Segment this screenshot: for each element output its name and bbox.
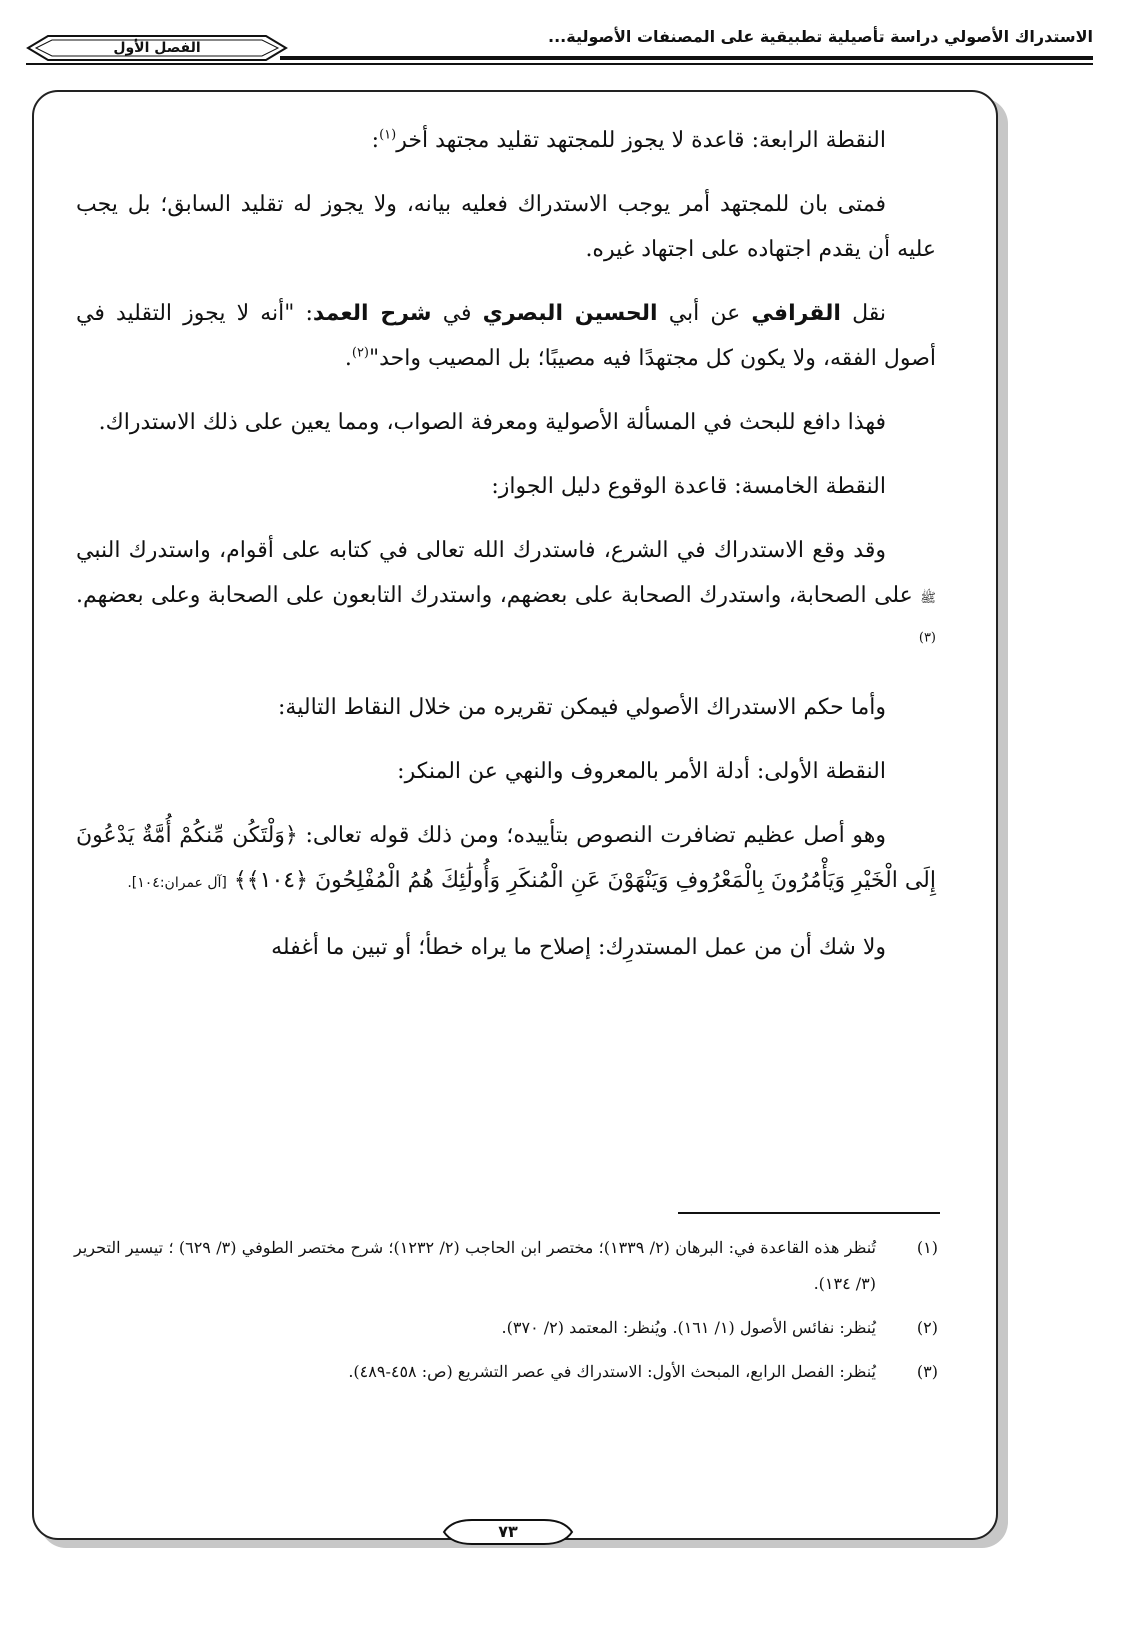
p1-text: النقطة الرابعة: قاعدة لا يجوز للمجتهد تقليد مجتهد أخر: [396, 128, 886, 153]
paragraph-4: فهذا دافع للبحث في المسألة الأصولية ومعرفة الصواب، ومما يعين على ذلك الاستدراك.: [98, 410, 886, 435]
paragraph-8: النقطة الأولى: أدلة الأمر بالمعروف والنهي عن المنكر:: [397, 759, 886, 784]
chapter-label: الفصل الأول: [113, 40, 201, 56]
p3-quote: : "أنه لا يجوز التقليد في أصول الفقه، ولا يكون كل مجتهدًا فيه مصيبًا؛ بل المصيب واحد": [76, 301, 936, 371]
footnotes: [74, 1230, 938, 1398]
paragraph-7: وأما حكم الاستدراك الأصولي فيمكن تقريره من خلال النقاط التالية:: [278, 695, 886, 720]
quran-verse: ﴿وَلْتَكُن مِّنكُمْ أُمَّةٌ يَدْعُونَ إِلَى الْخَيْرِ وَيَأْمُرُونَ بِالْمَعْرُوفِ وَيَنْهَوْنَ عَنِ الْمُنكَرِ وَأُولَٰئِكَ هُمُ الْمُفْلِحُونَ ﴿١٠٤﴾﴾: [76, 823, 936, 893]
footnote-3-number: (٣): [916, 1362, 938, 1381]
p3-c: عن أبي: [668, 301, 741, 326]
p1-tail: :: [371, 128, 380, 153]
paragraph-2: فمتى بان للمجتهد أمر يوجب الاستدراك فعليه بيانه، ولا يجوز له تقليد السابق؛ بل يجب عليه أن يقدم اجتهاده على اجتهاد غيره.: [76, 192, 936, 262]
footnote-2: [74, 1310, 938, 1346]
author-qarafi: القرافي: [751, 301, 841, 326]
p3-tail: .: [344, 346, 352, 371]
paragraph-6: [76, 528, 936, 666]
paragraph-9: [76, 813, 936, 906]
book-sharh-al-amad: شرح العمد: [312, 301, 432, 326]
chapter-tab: [26, 34, 288, 62]
footnote-separator: [678, 1212, 940, 1214]
p3-a: نقل: [852, 301, 886, 326]
page-number-badge: [442, 1517, 574, 1547]
page-number: ٧٣: [498, 1522, 518, 1541]
p6-a: وقد وقع الاستدراك في الشرع، فاستدرك الله تعالى في كتابه على أقوام، واستدرك النبي: [76, 538, 886, 563]
author-basri: الحسين البصري: [482, 301, 658, 326]
paragraph-1: [76, 118, 936, 163]
header-rule-thick: [280, 56, 1093, 60]
p3-e: في: [442, 301, 472, 326]
p6-b: على الصحابة، واستدرك الصحابة على بعضهم، واستدرك التابعون على الصحابة وعلى بعضهم.: [76, 583, 913, 608]
honorific-glyph: ﷺ: [920, 591, 937, 606]
footnote-ref-2[interactable]: (٢): [351, 345, 369, 361]
verse-reference: [آل عمران:١٠٤].: [127, 875, 227, 891]
paragraph-5: النقطة الخامسة: قاعدة الوقوع دليل الجواز:: [491, 474, 886, 499]
footnote-ref-1[interactable]: (١): [379, 127, 397, 143]
footnote-1: [74, 1230, 938, 1302]
footnote-3: [74, 1354, 938, 1390]
header-rule-thin: [26, 63, 1093, 65]
footnote-3-text: يُنظر: الفصل الرابع، المبحث الأول: الاستدراك في عصر التشريع (ص: ٤٥٨-٤٨٩).: [348, 1362, 876, 1381]
footnote-1-text: تُنظر هذه القاعدة في: البرهان (٢/ ١٣٣٩)؛ مختصر ابن الحاجب (٢/ ١٢٣٢)؛ شرح مختصر الطوفي (٣/ ٦٢٩) ؛ تيسير التحرير (٣/ ١٣٤).: [74, 1238, 877, 1293]
footnote-ref-3[interactable]: (٣): [918, 630, 936, 646]
running-header-title: الاستدراك الأصولي دراسة تأصيلية تطبيقية على المصنفات الأصولية...: [548, 27, 1093, 46]
p9-a: وهو أصل عظيم تضافرت النصوص بتأييده؛ ومن ذلك قوله تعالى:: [305, 823, 886, 848]
footnote-1-number: (١): [916, 1238, 938, 1257]
paragraph-10: ولا شك أن من عمل المستدرِك: إصلاح ما يراه خطأ؛ أو تبين ما أغفله: [271, 935, 886, 960]
footnote-2-number: (٢): [916, 1318, 938, 1337]
footnote-2-text: يُنظر: نفائس الأصول (١/ ١٦١). ويُنظر: المعتمد (٢/ ٣٧٠).: [501, 1318, 876, 1337]
paragraph-3: [76, 291, 936, 381]
main-text: [76, 118, 936, 989]
